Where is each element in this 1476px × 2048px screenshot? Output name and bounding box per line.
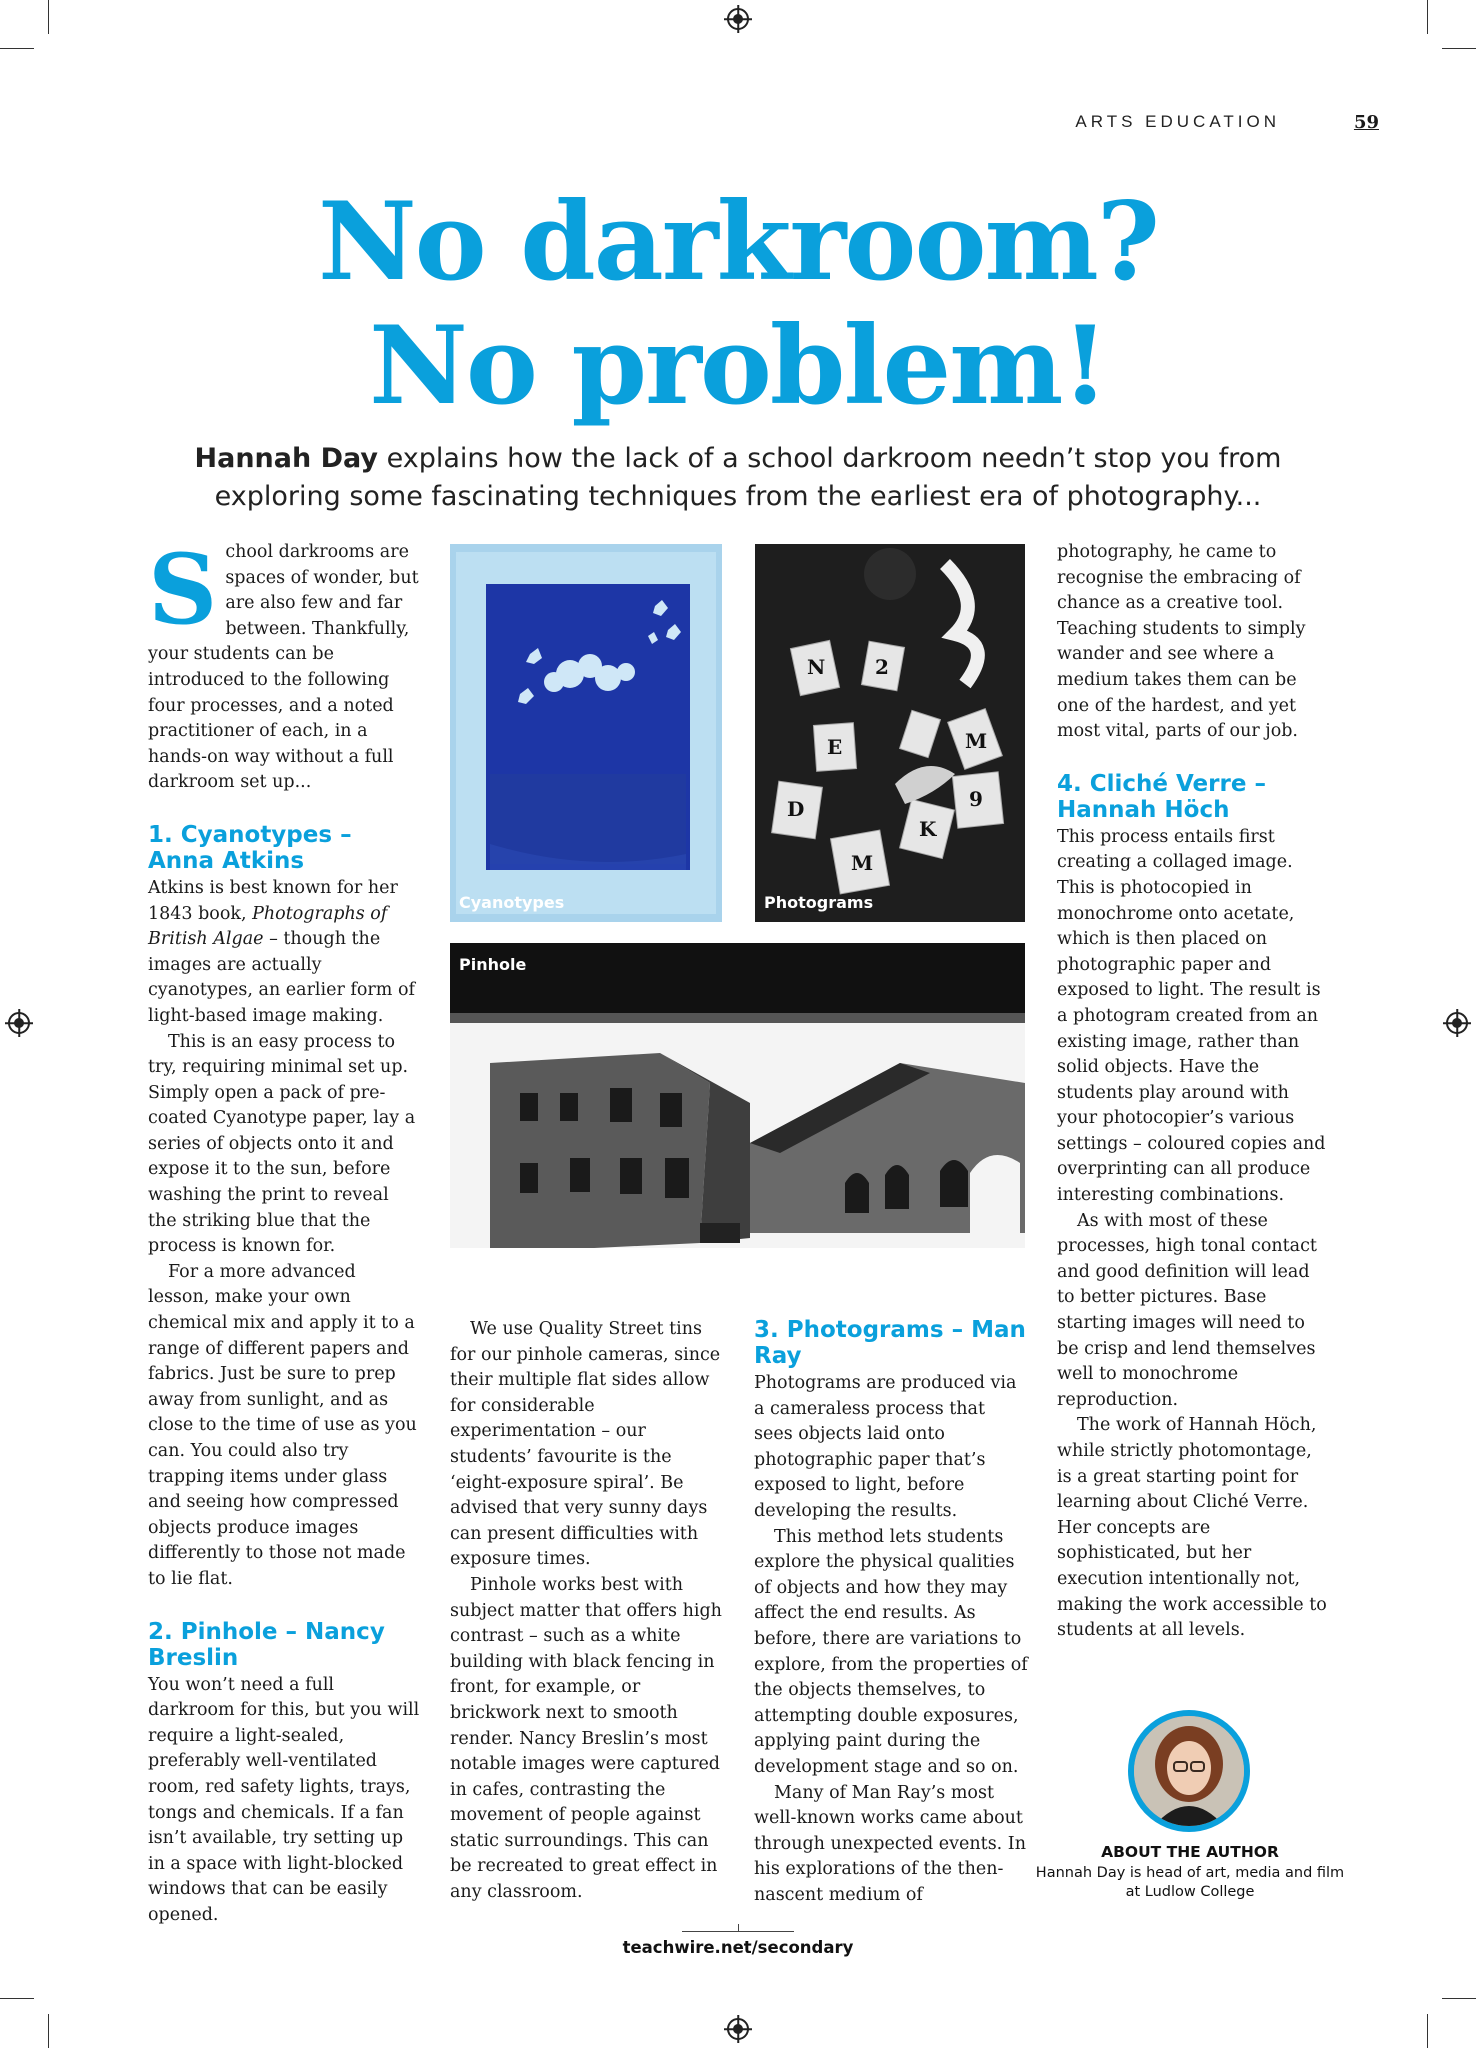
crop-mark: [0, 1998, 34, 1999]
caption-pinhole: Pinhole: [459, 955, 527, 974]
crop-mark: [48, 0, 49, 34]
cyanotype-image: [450, 544, 722, 922]
glyph-d: D: [787, 797, 805, 821]
crop-mark: [1442, 1998, 1476, 1999]
headline: [0, 180, 1476, 428]
headline-line-1: No darkroom?: [317, 179, 1159, 305]
paragraph: Photograms are produced via a cameraless process that sees objects laid onto photographic paper that’s exposed to light, before developing the results.: [754, 1373, 1017, 1521]
paragraph: Many of Man Ray’s most well-known works came about through unexpected events. In his explorations of the then-nascent medium of: [754, 1782, 1026, 1905]
glyph-2: 2: [875, 655, 889, 679]
pinhole-illustration: [450, 943, 1025, 1297]
heading-pinhole: 2. Pinhole – Nancy Breslin: [148, 1618, 385, 1671]
crop-mark: [1442, 48, 1476, 49]
registration-mark-icon: [8, 1012, 30, 1034]
crop-mark: [0, 48, 34, 49]
registration-mark-icon: [1446, 1012, 1468, 1034]
paragraph: We use Quality Street tins for our pinhole cameras, since their multiple flat sides allow for considerable experimentation – our students’ favourite is the ‘eight-exposure spiral’. Be advised that very sunny days can present difficulties with exposure times.: [450, 1319, 721, 1570]
glyph-k: K: [919, 817, 937, 841]
paragraph: For a more advanced lesson, make your own chemical mix and apply it to a range of different papers and fabrics. Just be sure to prep away from sunlight, and as close to the time of use as you can. You could also try trapping items under glass and seeing how compressed objects produce images differently to those not made to lie flat.: [148, 1261, 417, 1589]
heading-photograms: 3. Photograms – Man Ray: [754, 1317, 1026, 1369]
column-3: [754, 1317, 1028, 1908]
footer-url[interactable]: teachwire.net/secondary: [622, 1938, 854, 1957]
paragraph: As with most of these processes, high tonal contact and good definition will lead to better pictures. Base starting images will need to be crisp and lend themselves well to monochrome reproduction.: [1057, 1210, 1317, 1410]
paragraph: The work of Hannah Höch, while strictly photomontage, is a great starting point for learning about Cliché Verre. Her concepts are sophisticated, but her execution intentionally not, making the work accessible to students at all levels.: [1057, 1415, 1327, 1641]
paragraph: You won’t need a full darkroom for this, but you will require a light-sealed, preferably well-ventilated room, red safety lights, trays, tongs and chemicals. If a fan isn’t available, try setting up in a space with light-blocked windows that can be easily opened.: [148, 1674, 420, 1925]
author-bio: Hannah Day is head of art, media and film at Ludlow College: [1035, 1865, 1345, 1900]
cyanotype-illustration: [450, 544, 722, 922]
pinhole-image: [450, 943, 1025, 1297]
glyph-e: E: [827, 735, 843, 759]
author-heading: ABOUT THE AUTHOR: [1101, 1843, 1279, 1861]
standfirst-text: explains how the lack of a school darkroom needn’t stop you from exploring some fascinating techniques from the earliest era of photography...: [214, 443, 1282, 512]
standfirst: [150, 440, 1326, 516]
caption-cyanotypes: Cyanotypes: [459, 893, 565, 912]
footer-tick: [738, 1924, 739, 1932]
standfirst-author: Hannah Day: [194, 443, 379, 474]
column-4: [1057, 540, 1329, 1644]
drop-cap: S: [148, 533, 218, 646]
registration-mark-icon: [727, 2018, 749, 2040]
paragraph: This is an easy process to try, requiring minimal set up. Simply open a pack of pre-coated Cyanotype paper, lay a series of objects onto it and expose it to the sun, before washing the print to reveal the striking blue that the process is known for.: [148, 1031, 416, 1257]
paragraph: This method lets students explore the physical qualities of objects and how they may affect the end results. As before, there are variations to explore, from the properties of the objects themselves, to attempting double exposures, applying paint during the development stage and so on.: [754, 1526, 1028, 1777]
paragraph: This process entails first creating a collaged image. This is photocopied in monochrome onto acetate, which is then placed on photographic paper and exposed to light. The result is a photogram created from an existing image, rather than solid objects. Have the students play around with your photocopier’s various settings – coloured copies and overprinting can all produce interesting combinations.: [1057, 826, 1326, 1206]
heading-cyanotypes: 1. Cyanotypes – Anna Atkins: [148, 821, 352, 874]
glyph-m2: M: [851, 851, 874, 875]
paragraph: photography, he came to recognise the embracing of chance as a creative tool. Teaching students to simply wander and see where a medium takes them can be one of the hardest, and yet most vital, parts of our job.: [1057, 542, 1306, 742]
crop-mark: [1427, 0, 1428, 34]
headline-line-2: No problem!: [369, 303, 1107, 429]
heading-cliche-verre: 4. Cliché Verre – Hannah Höch: [1057, 770, 1266, 823]
column-1: [148, 533, 420, 1929]
book-title: Photographs of British Algae: [148, 903, 388, 950]
caption-photograms: Photograms: [764, 893, 874, 912]
intro-paragraph: chool darkrooms are spaces of wonder, but are also few and far between. Thankfully, your students can be introduced to the following four processes, and a noted practitioner of each, in a hands-on way without a full darkroom set up...: [148, 542, 419, 793]
author-portrait: [1134, 1716, 1244, 1826]
registration-mark-icon: [727, 8, 749, 30]
glyph-m: M: [965, 729, 988, 753]
crop-mark: [48, 2014, 49, 2048]
author-avatar: [1128, 1710, 1250, 1832]
section-label: ARTS EDUCATION: [1075, 112, 1280, 131]
paragraph: Pinhole works best with subject matter that offers high contrast – such as a white building with black fencing in front, for example, or brickwork next to smooth render. Nancy Breslin’s most notable images were captured in cafes, contrasting the movement of people against static surroundings. This can be recreated to great effect in any classroom.: [450, 1574, 722, 1903]
crop-mark: [1427, 2014, 1428, 2048]
photogram-illustration: [755, 544, 1025, 922]
glyph-9: 9: [969, 787, 983, 811]
page-number: 59: [1353, 112, 1379, 133]
glyph-n: N: [807, 655, 826, 679]
paragraph: Atkins is best known for her 1843 book, Photographs of British Algae – though the images are actually cyanotypes, an earlier form of light-based image making.: [148, 877, 415, 1026]
photogram-image: [755, 544, 1025, 922]
column-2: [450, 1317, 722, 1906]
